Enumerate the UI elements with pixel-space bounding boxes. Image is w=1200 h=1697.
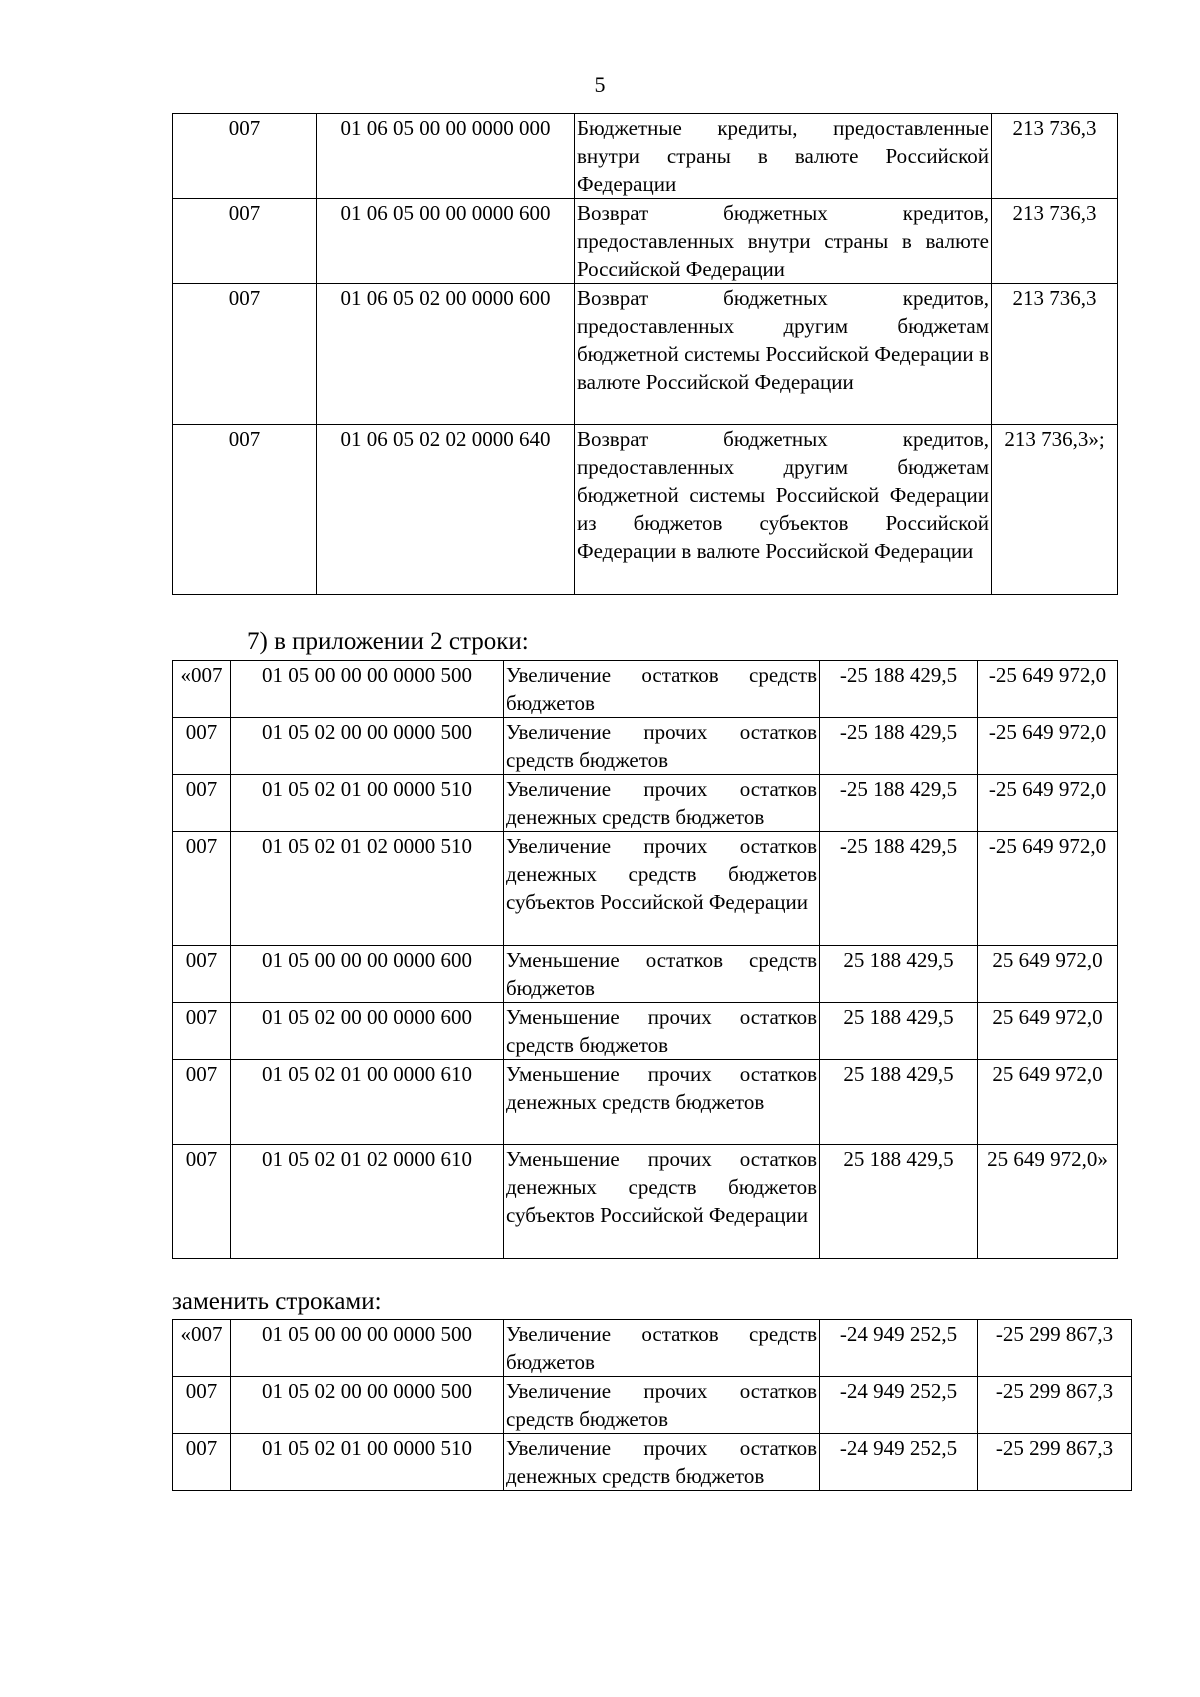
budget-code-cell: 01 05 02 01 00 0000 510 [231,1434,504,1491]
table-row [173,1434,1132,1491]
amount-year2-cell: -25 649 972,0 [978,661,1118,718]
budget-code-cell: 01 05 02 00 00 0000 500 [231,1377,504,1434]
amount-year1-cell: 25 188 429,5 [820,1003,978,1060]
amount-year1-cell: -24 949 252,5 [820,1377,978,1434]
replace-heading: заменить строками: [172,1288,382,1315]
table-row [173,284,1118,425]
admin-code-cell: 007 [173,1434,231,1491]
budget-code-cell: 01 05 00 00 00 0000 500 [231,1320,504,1377]
admin-code-cell: 007 [173,284,317,425]
amount-year2-cell: 25 649 972,0 [978,946,1118,1003]
amount-year1-cell: -24 949 252,5 [820,1434,978,1491]
budget-code-cell: 01 05 02 01 00 0000 510 [231,775,504,832]
amount-year1-cell: -24 949 252,5 [820,1320,978,1377]
budget-code-cell: 01 05 02 00 00 0000 500 [231,718,504,775]
table-row [173,1320,1132,1377]
budget-code-cell: 01 05 02 01 02 0000 510 [231,832,504,946]
item-name-cell: Увеличение прочих остатков денежных средств бюджетов субъектов Российской Федерации [504,832,820,946]
amount-year1-cell: -25 188 429,5 [820,775,978,832]
item-name-cell: Увеличение остатков средств бюджетов [504,1320,820,1377]
item-name-cell: Возврат бюджетных кредитов, предоставленных другим бюджетам бюджетной системы Российской Федерации в валюте Российской Федерации [575,284,992,425]
table-row [173,1003,1118,1060]
item-name-cell: Уменьшение прочих остатков денежных средств бюджетов [504,1060,820,1145]
table-row [173,1060,1118,1145]
table-row [173,718,1118,775]
item-name-cell: Уменьшение прочих остатков средств бюджетов [504,1003,820,1060]
amount-year2-cell: -25 649 972,0 [978,775,1118,832]
budget-code-cell: 01 05 02 00 00 0000 600 [231,1003,504,1060]
item-name-cell: Увеличение прочих остатков средств бюджетов [504,1377,820,1434]
budget-code-cell: 01 05 02 01 00 0000 610 [231,1060,504,1145]
item-name-cell: Увеличение прочих остатков денежных средств бюджетов [504,775,820,832]
admin-code-cell: 007 [173,718,231,775]
item-name-cell: Увеличение прочих остатков средств бюджетов [504,718,820,775]
amount-year2-cell: 25 649 972,0 [978,1003,1118,1060]
item-name-cell: Уменьшение остатков средств бюджетов [504,946,820,1003]
admin-code-cell: 007 [173,946,231,1003]
budget-code-cell: 01 06 05 02 02 0000 640 [317,425,575,595]
admin-code-cell: 007 [173,832,231,946]
item-name-cell: Увеличение прочих остатков денежных средств бюджетов [504,1434,820,1491]
budget-code-cell: 01 06 05 00 00 0000 000 [317,114,575,199]
amount-year1-cell: 25 188 429,5 [820,946,978,1003]
amount-year1-cell: -25 188 429,5 [820,718,978,775]
amount-year1-cell: -25 188 429,5 [820,832,978,946]
admin-code-cell: 007 [173,1060,231,1145]
amount-year2-cell: 25 649 972,0» [978,1145,1118,1259]
item-name-cell: Возврат бюджетных кредитов, предоставленных другим бюджетам бюджетной системы Российской Федерации из бюджетов субъектов Российской Федерации в валюте Российской Федерации [575,425,992,595]
table-row [173,775,1118,832]
admin-code-cell: 007 [173,199,317,284]
table-sources-credits [172,113,1118,595]
admin-code-cell: 007 [173,425,317,595]
amount-year2-cell: -25 649 972,0 [978,718,1118,775]
table-balances-old [172,660,1118,1259]
budget-code-cell: 01 06 05 00 00 0000 600 [317,199,575,284]
item-name-cell: Увеличение остатков средств бюджетов [504,661,820,718]
budget-code-cell: 01 05 00 00 00 0000 500 [231,661,504,718]
section-heading-7: 7) в приложении 2 строки: [247,628,529,655]
amount-year2-cell: -25 649 972,0 [978,832,1118,946]
budget-code-cell: 01 06 05 02 00 0000 600 [317,284,575,425]
table-balances-new [172,1319,1132,1491]
admin-code-cell: «007 [173,1320,231,1377]
amount-cell: 213 736,3 [992,199,1118,284]
amount-year2-cell: 25 649 972,0 [978,1060,1118,1145]
item-name-cell: Бюджетные кредиты, предоставленные внутри страны в валюте Российской Федерации [575,114,992,199]
page-number: 5 [594,72,606,97]
item-name-cell: Уменьшение прочих остатков денежных средств бюджетов субъектов Российской Федерации [504,1145,820,1259]
admin-code-cell: 007 [173,1377,231,1434]
amount-year2-cell: -25 299 867,3 [978,1377,1132,1434]
table-row [173,946,1118,1003]
budget-code-cell: 01 05 02 01 02 0000 610 [231,1145,504,1259]
table-row [173,832,1118,946]
admin-code-cell: 007 [173,114,317,199]
admin-code-cell: 007 [173,775,231,832]
admin-code-cell: 007 [173,1145,231,1259]
table-row [173,425,1118,595]
admin-code-cell: 007 [173,1003,231,1060]
table-row [173,199,1118,284]
table-row [173,661,1118,718]
budget-code-cell: 01 05 00 00 00 0000 600 [231,946,504,1003]
admin-code-cell: «007 [173,661,231,718]
amount-cell: 213 736,3»; [992,425,1118,595]
table-row [173,1377,1132,1434]
item-name-cell: Возврат бюджетных кредитов, предоставленных внутри страны в валюте Российской Федерации [575,199,992,284]
amount-year2-cell: -25 299 867,3 [978,1434,1132,1491]
amount-cell: 213 736,3 [992,284,1118,425]
amount-year1-cell: 25 188 429,5 [820,1145,978,1259]
amount-year1-cell: 25 188 429,5 [820,1060,978,1145]
amount-year2-cell: -25 299 867,3 [978,1320,1132,1377]
amount-cell: 213 736,3 [992,114,1118,199]
amount-year1-cell: -25 188 429,5 [820,661,978,718]
table-row [173,114,1118,199]
table-row [173,1145,1118,1259]
